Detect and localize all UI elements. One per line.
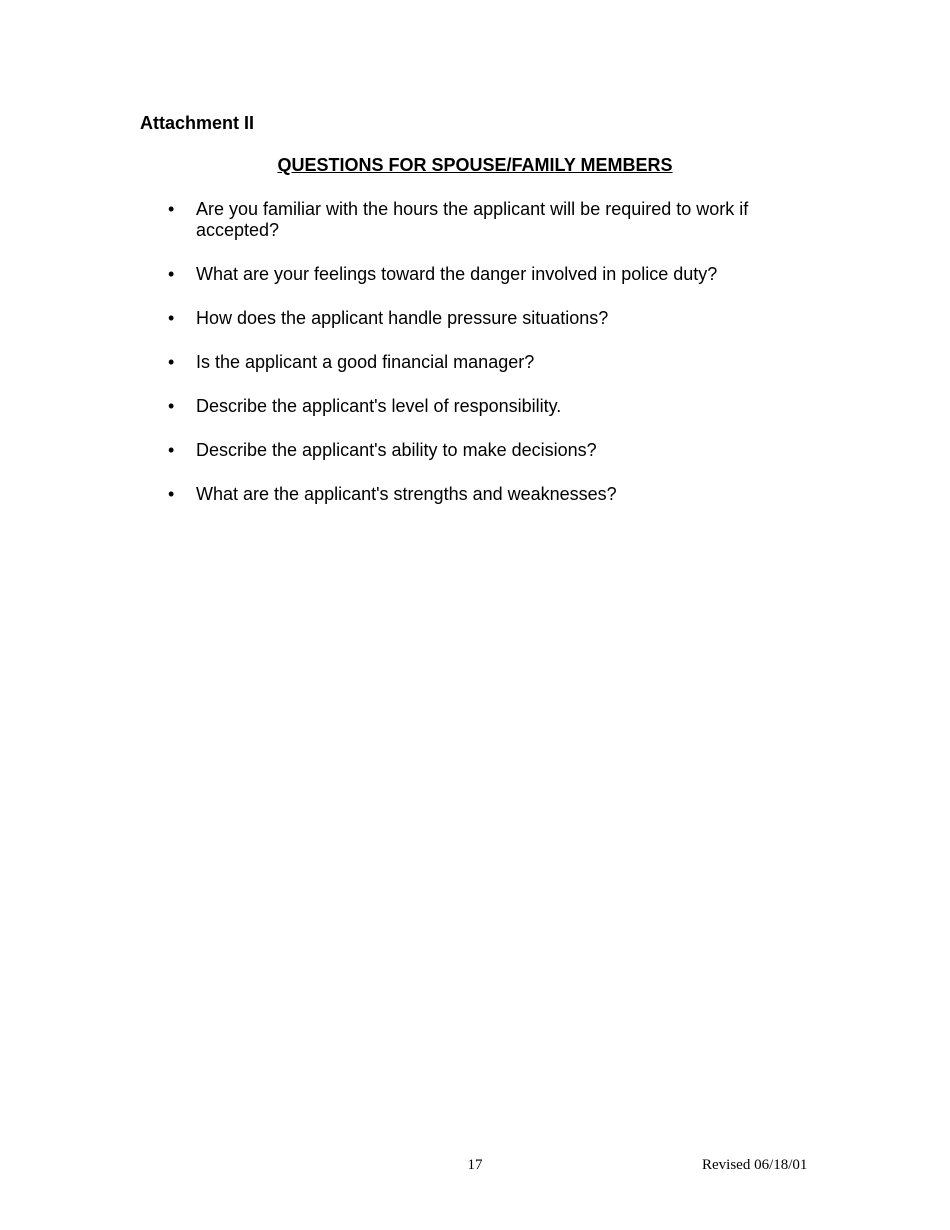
document-title: QUESTIONS FOR SPOUSE/FAMILY MEMBERS [277, 155, 673, 175]
question-item-5 [0, 396, 786, 417]
bullet-icon: • [168, 308, 175, 328]
bullet-icon: • [168, 484, 175, 504]
question-text: Describe the applicant's level of responsibility. [196, 396, 562, 416]
bullet-icon: • [168, 396, 175, 416]
bullet-icon: • [168, 440, 175, 460]
attachment-label: Attachment II [140, 113, 255, 133]
question-text: What are the applicant's strengths and weaknesses? [196, 484, 617, 504]
question-item-2 [0, 264, 786, 285]
bullet-icon: • [168, 352, 175, 372]
question-item-1 [0, 199, 786, 241]
question-item-3 [0, 308, 786, 329]
question-item-7 [0, 484, 786, 505]
question-text: Describe the applicant's ability to make decisions? [196, 440, 597, 460]
question-text: What are your feelings toward the danger involved in police duty? [196, 264, 718, 284]
question-list [0, 199, 950, 528]
question-item-4 [0, 352, 786, 373]
question-text: Is the applicant a good financial manager? [196, 352, 535, 372]
page-number: 17 [467, 1157, 483, 1173]
question-item-6 [0, 440, 786, 461]
question-text: Are you familiar with the hours the applicant will be required to work if accepted? [196, 199, 749, 240]
bullet-icon: • [168, 264, 175, 284]
question-text: How does the applicant handle pressure situations? [196, 308, 609, 328]
bullet-icon: • [168, 199, 175, 219]
revised-date: Revised 06/18/01 [702, 1157, 808, 1173]
